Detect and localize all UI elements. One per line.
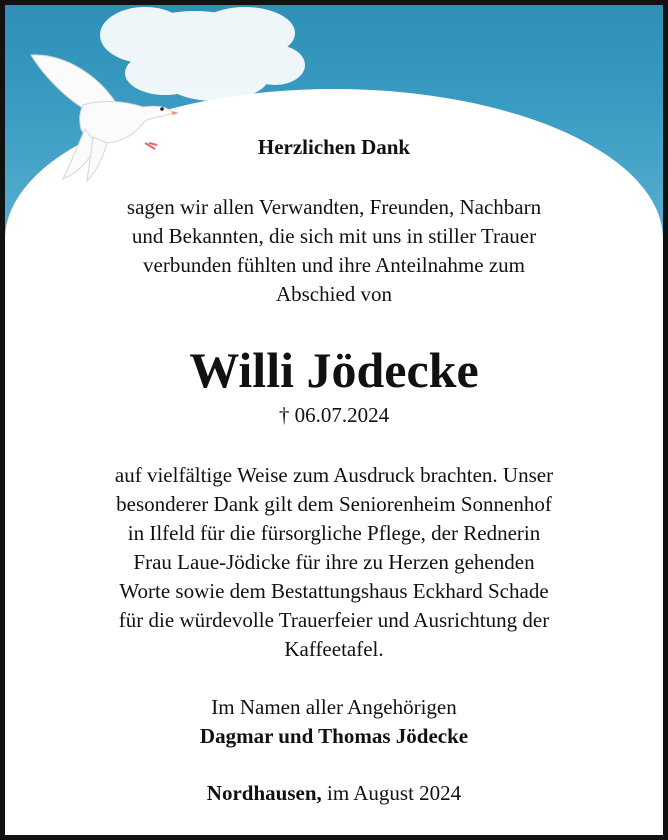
thanks-line: für die würdevolle Trauerfeier und Ausrichtung der [118, 608, 550, 632]
thanks-line: in Ilfeld für die fürsorgliche Pflege, der Rednerin [127, 521, 541, 545]
notice-heading: Herzlichen Dank [257, 135, 411, 159]
signature-intro: Im Namen aller Angehörigen [211, 695, 457, 719]
dove-icon [23, 45, 183, 185]
thanks-line: besonderer Dank gilt dem Seniorenheim Sonnenhof [116, 492, 552, 516]
thanks-paragraph [5, 461, 663, 664]
thanks-line: Worte sowie dem Bestattungshaus Eckhard Schade [119, 579, 549, 603]
deceased-name: Willi Jödecke [189, 342, 479, 398]
place-date: im August 2024 [321, 781, 462, 805]
place-name: Nordhausen, [206, 781, 322, 805]
intro-paragraph [5, 193, 663, 309]
thanks-line: Kaffeetafel. [284, 637, 384, 661]
signature-names: Dagmar und Thomas Jödecke [199, 724, 469, 748]
place-and-date [5, 781, 663, 806]
intro-line: Abschied von [275, 282, 393, 306]
intro-line: und Bekannten, die sich mit uns in stiller Trauer [131, 224, 537, 248]
intro-line: sagen wir allen Verwandten, Freunden, Nachbarn [126, 195, 542, 219]
death-date: † 06.07.2024 [278, 403, 390, 427]
thanks-line: Frau Laue-Jödicke für ihre zu Herzen gehenden [133, 550, 535, 574]
thanks-line: auf vielfältige Weise zum Ausdruck brachten. Unser [114, 463, 554, 487]
intro-line: verbunden fühlten und ihre Anteilnahme zum [143, 253, 525, 277]
